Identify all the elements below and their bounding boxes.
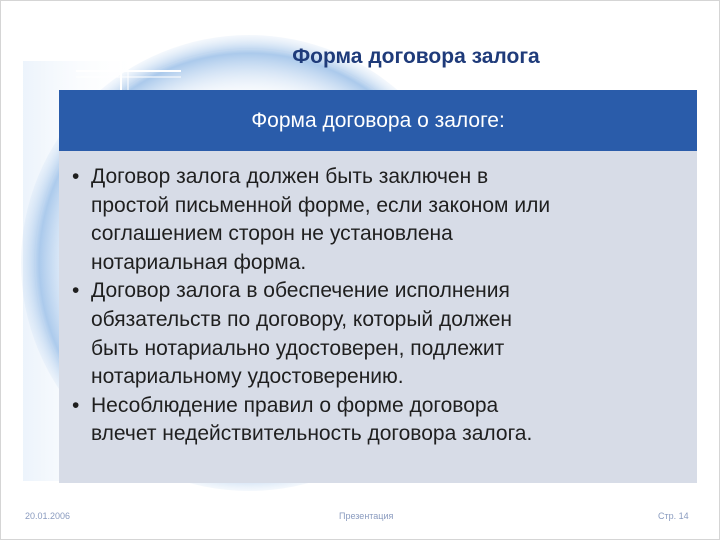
slide-title: Форма договора залога bbox=[292, 45, 540, 68]
bullet-text-line: соглашением сторон не установлена bbox=[91, 222, 453, 246]
footer-presentation-label: Презентация bbox=[339, 511, 394, 521]
bullet-icon: • bbox=[72, 279, 80, 303]
bullet-text-line: Договор залога должен быть заключен в bbox=[91, 165, 489, 188]
bullet-item bbox=[72, 277, 693, 391]
bullet-text-line: нотариальному удостоверению. bbox=[91, 365, 404, 389]
bullet-text-line: влечет недействительность договора залога. bbox=[91, 422, 533, 446]
bullet-text-line: Договор залога в обеспечение исполнения bbox=[91, 279, 510, 303]
footer-date: 20.01.2006 bbox=[25, 511, 71, 521]
bullet-text-line: быть нотариально удостоверен, подлежит bbox=[91, 336, 505, 360]
bullet-icon: • bbox=[72, 393, 80, 417]
bullet-item bbox=[72, 392, 693, 449]
header-text: Форма договора о залоге: bbox=[251, 109, 505, 132]
bullet-text-line: Несоблюдение правил о форме договора bbox=[91, 393, 499, 417]
footer-page-number: Стр. 14 bbox=[658, 511, 689, 521]
bullet-item bbox=[72, 163, 693, 277]
bullet-text-line: нотариальная форма. bbox=[91, 250, 307, 274]
bullet-text-line: простой письменной форме, если законом или bbox=[91, 193, 551, 217]
bullet-icon: • bbox=[72, 165, 80, 188]
bullet-list bbox=[72, 163, 693, 449]
bullet-text-line: обязательств по договору, который должен bbox=[91, 307, 513, 331]
content-box bbox=[59, 151, 697, 483]
header-bar bbox=[59, 90, 697, 151]
